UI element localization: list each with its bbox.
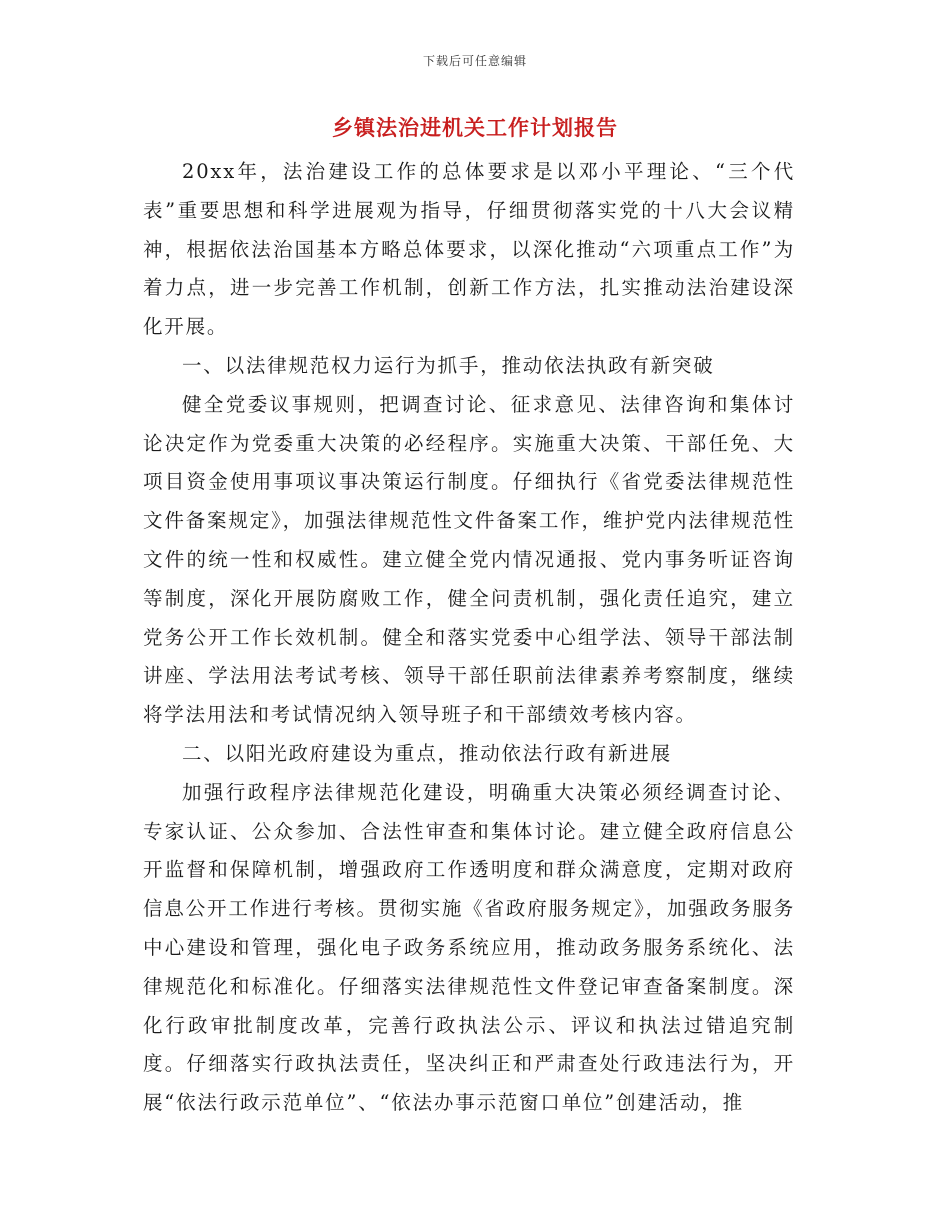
document-body bbox=[143, 153, 795, 1123]
section-heading-1: 一、以法律规范权力运行为抓手，推动依法执政有新突破 bbox=[182, 353, 715, 377]
document-title: 乡镇法治进机关工作计划报告 bbox=[332, 115, 618, 140]
page-header-note: 下载后可任意编辑 bbox=[422, 54, 527, 68]
section-heading-2: 二、以阳光政府建设为重点，推动依法行政有新进展 bbox=[182, 741, 672, 765]
paragraph-section-2: 加强行政程序法律规范化建设，明确重大决策必须经调查讨论、专家认证、公众参加、合法性审查和集体讨论。建立健全政府信息公开监督和保障机制，增强政府工作透明度和群众满意度，定期对政府信息公开工作进行考核。贯彻实施《省政府服务规定》，加强政务服务中心建设和管理，强化电子政务系统应用，推动政务服务系统化、法律规范化和标准化。仔细落实法律规范性文件登记审查备案制度。深化行政审批制度改革，完善行政执法公示、评议和执法过错追究制度。仔细落实行政执法责任，坚决纠正和严肃查处行政违法行为，开展“依法行政示范单位”、“依法办事示范窗口单位”创建活动，推 bbox=[143, 780, 795, 1115]
paragraph-intro: 20xx年，法治建设工作的总体要求是以邓小平理论、“三个代表”重要思想和科学进展观为指导，仔细贯彻落实党的十八大会议精神，根据依法治国基本方略总体要求，以深化推动“六项重点工作”为着力点，进一步完善工作机制，创新工作方法，扎实推动法治建设深化开展。 bbox=[143, 160, 795, 339]
paragraph-section-1: 健全党委议事规则，把调查讨论、征求意见、法律咨询和集体讨论决定作为党委重大决策的必经程序。实施重大决策、干部任免、大项目资金使用事项议事决策运行制度。仔细执行《省党委法律规范性文件备案规定》，加强法律规范性文件备案工作，维护党内法律规范性文件的统一性和权威性。建立健全党内情况通报、党内事务听证咨询等制度，深化开展防腐败工作，健全问责机制，强化责任追究，建立党务公开工作长效机制。健全和落实党委中心组学法、领导干部法制讲座、学法用法考试考核、领导干部任职前法律素养考察制度，继续将学法用法和考试情况纳入领导班子和干部绩效考核内容。 bbox=[143, 392, 795, 727]
